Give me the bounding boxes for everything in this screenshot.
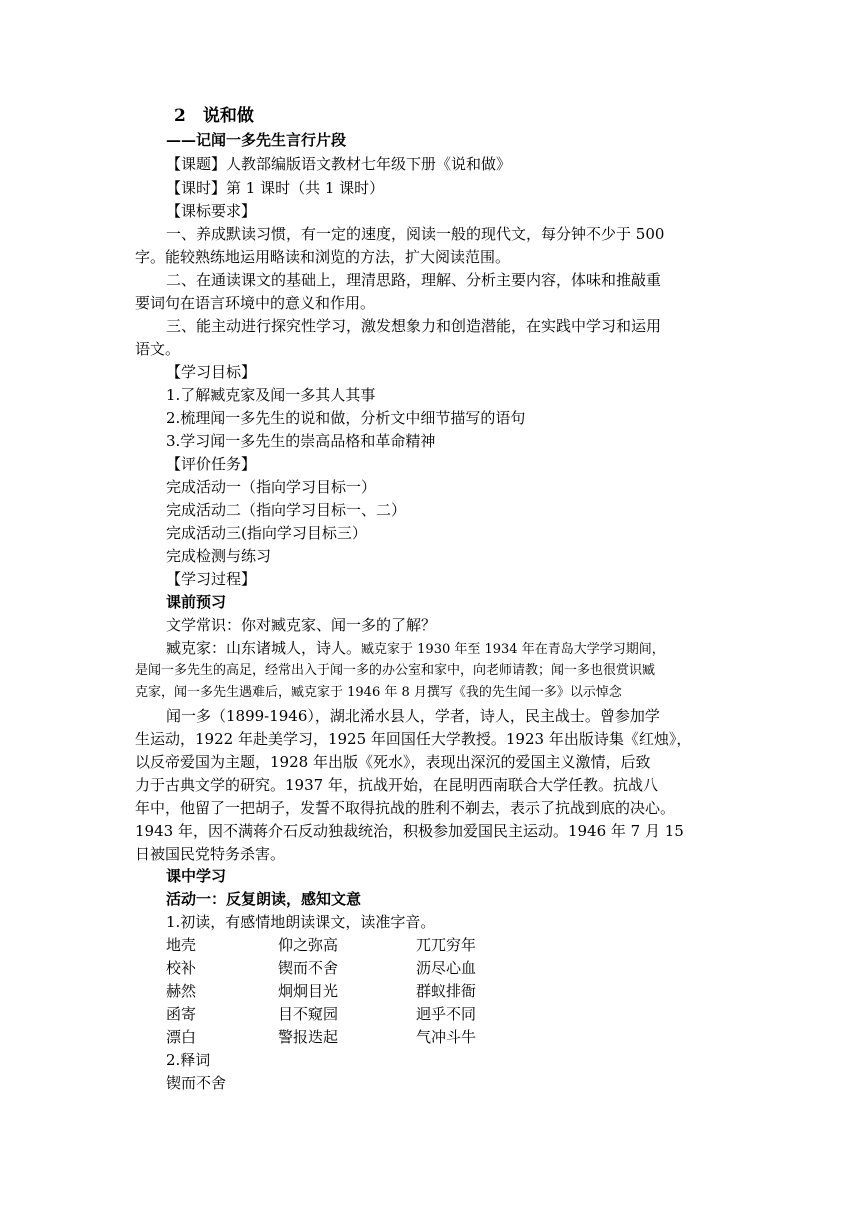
standard-2-line-2: 要词句在语言环境中的意义和作用。 [135,294,376,312]
task-item: 完成检测与练习 [166,547,272,565]
goals-heading: 【学习目标】 [166,363,257,381]
task-item: 完成活动二（指向学习目标一、二） [166,501,407,519]
zang-intro-line-2: 是闻一多先生的高足，经常出入于闻一多的办公室和家中，向老师请教；闻一多也很赏识臧 [135,663,656,678]
zang-lead: 臧克家：山东诸城人，诗人。 [166,639,362,657]
wen-line: 以反帝爱国为主题，1928 年出版《死水》，表现出深沉的爱国主义激情，后致 [135,753,651,771]
reading-instruction: 1.初读，有感情地朗读课文，读准字音。 [166,913,436,931]
standards-heading: 【课标要求】 [166,202,257,220]
wen-line: 生运动，1922 年赴美学习，1925 年回国任大学教授。1923 年出版诗集《红烛》， [135,730,692,748]
wen-line: 日被国民党特务杀害。 [135,845,286,863]
vocab-word: 迥乎不同 [416,1005,477,1023]
vocab-word: 气冲斗牛 [416,1028,477,1046]
wen-line: 1943 年，因不满蒋介石反动独裁统治，积极参加爱国民主运动。1946 年 7 月 15 [135,822,684,840]
lesson-title: 2 说和做 [174,106,254,126]
vocab-word: 函寄 [166,1005,197,1023]
literature-question: 文学常识：你对臧克家、闻一多的了解？ [166,616,437,634]
task-item: 完成活动一（指向学习目标一） [166,478,377,496]
vocab-word: 警报迭起 [278,1028,339,1046]
vocab-word: 炯炯目光 [278,982,339,1000]
vocab-word: 仰之弥高 [278,936,339,954]
vocab-word: 目不窥园 [278,1005,339,1023]
zang-intro-line-3: 克家，闻一多先生遇难后，臧克家于 1946 年 8 月撰写《我的先生闻一多》以示悼念 [135,685,622,700]
wen-line: 闻一多（1899-1946），湖北浠水县人，学者，诗人，民主战士。曾参加学 [166,707,660,725]
standard-1-line-2: 字。能较熟练地运用略读和浏览的方法，扩大阅读范围。 [135,248,511,266]
preview-heading: 课前预习 [166,593,227,611]
standard-1-line-1: 一、养成默读习惯，有一定的速度，阅读一般的现代文，每分钟不少于 500 [166,225,665,243]
lesson-subtitle: ——记闻一多先生言行片段 [166,131,347,149]
wen-line: 力于古典文学的研究。1937 年，抗战开始，在昆明西南联合大学任教。抗战八 [135,776,658,794]
goal-item: 2.梳理闻一多先生的说和做，分析文中细节描写的语句 [166,409,526,427]
tasks-heading: 【评价任务】 [166,455,257,473]
zang-detail: 臧克家于 1930 年至 1934 年在青岛大学学习期间， [361,642,665,657]
vocab-word: 校补 [166,959,197,977]
topic-line: 【课题】人教部编版语文教材七年级下册《说和做》 [166,155,512,173]
vocab-word: 锲而不舍 [278,959,339,977]
process-heading: 【学习过程】 [166,570,257,588]
standard-3-line-1: 三、能主动进行探究性学习，激发想象力和创造潜能，在实践中学习和运用 [166,317,662,335]
vocab-word: 兀兀穷年 [416,936,477,954]
vocab-word: 沥尽心血 [416,959,477,977]
goal-item: 1.了解臧克家及闻一多其人其事 [166,386,376,404]
task-item: 完成活动三(指向学习目标三） [166,524,367,542]
wen-line: 年中，他留了一把胡子，发誓不取得抗战的胜利不剃去，表示了抗战到底的决心。 [135,799,676,817]
vocab-word: 地壳 [166,936,197,954]
vocab-word: 赫然 [166,982,197,1000]
explain-word: 锲而不舍 [166,1074,227,1092]
zang-intro-line-1 [166,638,665,660]
standard-2-line-1: 二、在通读课文的基础上，理清思路，理解、分析主要内容，体味和推敲重 [166,271,662,289]
explain-heading: 2.释词 [166,1051,211,1069]
standard-3-line-2: 语文。 [135,340,181,358]
goal-item: 3.学习闻一多先生的崇高品格和革命精神 [166,432,436,450]
inclass-heading: 课中学习 [166,867,227,885]
period-line: 【课时】第 1 课时（共 1 课时） [166,179,385,197]
vocab-word: 群蚁排衙 [416,982,477,1000]
vocab-word: 漂白 [166,1028,197,1046]
activity-one-heading: 活动一：反复朗读，感知文意 [166,890,362,908]
